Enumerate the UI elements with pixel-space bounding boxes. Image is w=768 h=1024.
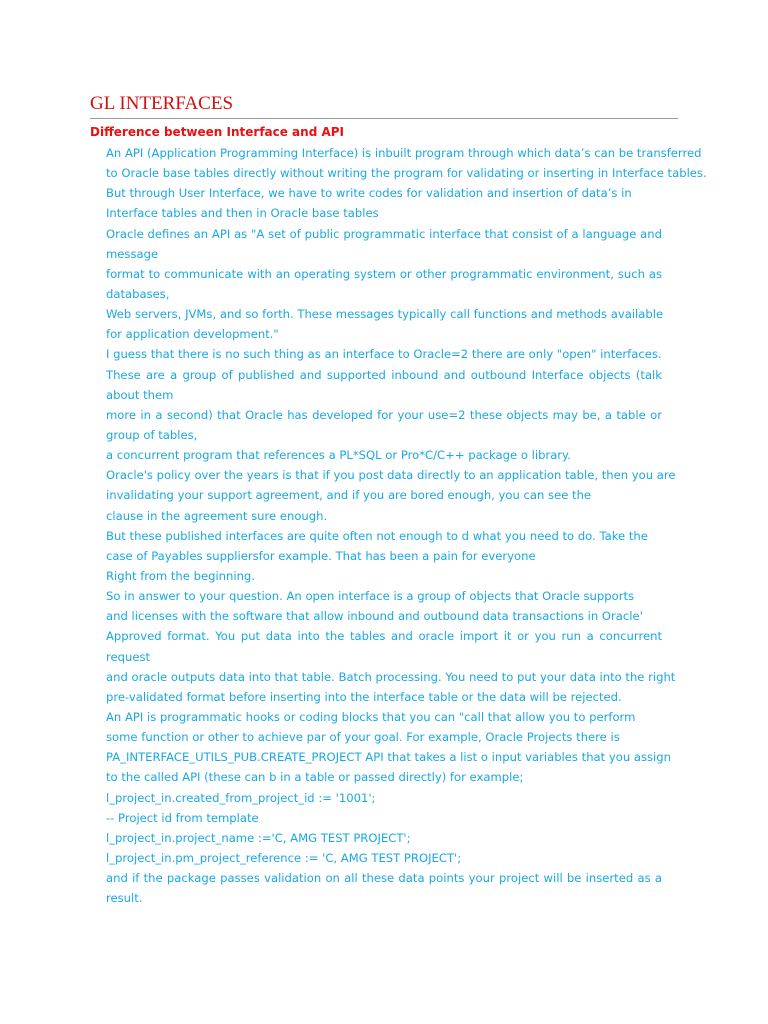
text-line-content: group of tables, xyxy=(106,427,198,442)
body-text xyxy=(0,143,768,908)
text-line xyxy=(0,546,768,566)
text-line xyxy=(0,506,768,526)
text-line-content: a concurrent program that references a PL*SQL or Pro*C/C++ package o library. xyxy=(106,448,571,463)
page-title: GL INTERFACES xyxy=(90,93,234,114)
text-line-content: to the called API (these can b in a table or passed directly) for example; xyxy=(106,770,524,785)
text-line-content: Web servers, JVMs, and so forth. These messages typically call functions and methods available xyxy=(106,307,664,322)
text-line-content: Interface tables and then in Oracle base tables xyxy=(106,206,379,221)
text-line xyxy=(0,586,768,606)
text-line xyxy=(0,647,768,667)
text-line-content: But through User Interface, we have to write codes for validation and insertion of data’s in xyxy=(106,186,632,201)
title-divider xyxy=(90,118,678,119)
text-line xyxy=(0,526,768,546)
text-line xyxy=(0,365,768,385)
text-line xyxy=(0,183,768,203)
text-line xyxy=(0,747,768,767)
text-line xyxy=(0,203,768,223)
text-line xyxy=(0,828,768,848)
text-line xyxy=(0,344,768,364)
text-line xyxy=(0,163,768,183)
text-line-content: to Oracle base tables directly without writing the program for validating or inserting in Interface tables. xyxy=(106,166,707,181)
text-line-content: clause in the agreement sure enough. xyxy=(106,508,328,523)
text-line-content: request xyxy=(106,649,151,664)
text-line xyxy=(0,707,768,727)
text-line-content: Right from the beginning. xyxy=(106,568,255,583)
text-line-content: for application development." xyxy=(106,327,279,342)
text-line xyxy=(0,385,768,405)
text-line-content: more in a second) that Oracle has developed for your use=2 these objects may be, a table or xyxy=(106,407,662,422)
text-line xyxy=(0,808,768,828)
text-line-content: An API (Application Programming Interface) is inbuilt program through which data’s can be transferred xyxy=(106,146,702,160)
text-line xyxy=(0,284,768,304)
text-line-content: -- Project id from template xyxy=(106,810,259,825)
text-line-content: These are a group of published and supported inbound and outbound Interface objects (talk xyxy=(106,367,662,382)
text-line-content: pre-validated format before inserting into the interface table or the data will be rejected. xyxy=(106,689,622,704)
text-line-content: So in answer to your question. An open interface is a group of objects that Oracle supports xyxy=(106,589,635,604)
text-line-content: l_project_in.created_from_project_id := '1001'; xyxy=(106,790,376,805)
text-line xyxy=(0,224,768,244)
text-line-content: Oracle's policy over the years is that if you post data directly to an application table, then you are xyxy=(106,468,676,483)
text-line xyxy=(0,848,768,868)
text-line xyxy=(0,143,768,163)
text-line-content: invalidating your support agreement, and if you are bored enough, you can see the xyxy=(106,488,592,503)
text-line xyxy=(0,244,768,264)
text-line-content: some function or other to achieve par of your goal. For example, Oracle Projects there is xyxy=(106,730,620,745)
text-line-content: PA_INTERFACE_UTILS_PUB.CREATE_PROJECT API that takes a list o input variables that you assign xyxy=(106,750,671,765)
text-line xyxy=(0,485,768,505)
text-line xyxy=(0,626,768,646)
text-line xyxy=(0,264,768,284)
text-line xyxy=(0,465,768,485)
text-line xyxy=(0,445,768,465)
text-line-content: about them xyxy=(106,387,174,402)
text-line-content: and licenses with the software that allow inbound and outbound data transactions in Oracle' xyxy=(106,609,643,624)
text-line-content: l_project_in.project_name :='C, AMG TEST PROJECT'; xyxy=(106,830,411,845)
text-line-content: l_project_in.pm_project_reference := 'C, AMG TEST PROJECT'; xyxy=(106,850,462,865)
text-line-content: But these published interfaces are quite often not enough to d what you need to do. Take the xyxy=(106,528,648,543)
text-line-content: format to communicate with an operating system or other programmatic environment, such as xyxy=(106,266,662,281)
text-line-content: An API is programmatic hooks or coding blocks that you can "call that allow you to perform xyxy=(106,709,636,724)
text-line xyxy=(0,888,768,908)
section-heading: Difference between Interface and API xyxy=(90,125,345,139)
text-line xyxy=(0,727,768,747)
text-line xyxy=(0,566,768,586)
text-line xyxy=(0,304,768,324)
text-line-content: I guess that there is no such thing as an interface to Oracle=2 there are only "open" interfaces. xyxy=(106,347,662,362)
text-line-content: and if the package passes validation on all these data points your project will be inserted as a xyxy=(106,871,662,886)
text-line xyxy=(0,405,768,425)
text-line xyxy=(0,788,768,808)
text-line-content: Approved format. You put data into the tables and oracle import it or you run a concurrent xyxy=(106,629,662,644)
text-line-content: result. xyxy=(106,891,143,906)
text-line xyxy=(0,606,768,626)
text-line-content: case of Payables suppliersfor example. That has been a pain for everyone xyxy=(106,548,536,563)
text-line-content: and oracle outputs data into that table. Batch processing. You need to put your data into the right xyxy=(106,669,676,684)
text-line-content: message xyxy=(106,246,159,261)
text-line-content: Oracle defines an API as "A set of public programmatic interface that consist of a language and xyxy=(106,226,662,241)
text-line xyxy=(0,868,768,888)
text-line xyxy=(0,687,768,707)
text-line xyxy=(0,767,768,787)
text-line-content: databases, xyxy=(106,286,170,301)
text-line xyxy=(0,667,768,687)
text-line xyxy=(0,425,768,445)
text-line xyxy=(0,324,768,344)
